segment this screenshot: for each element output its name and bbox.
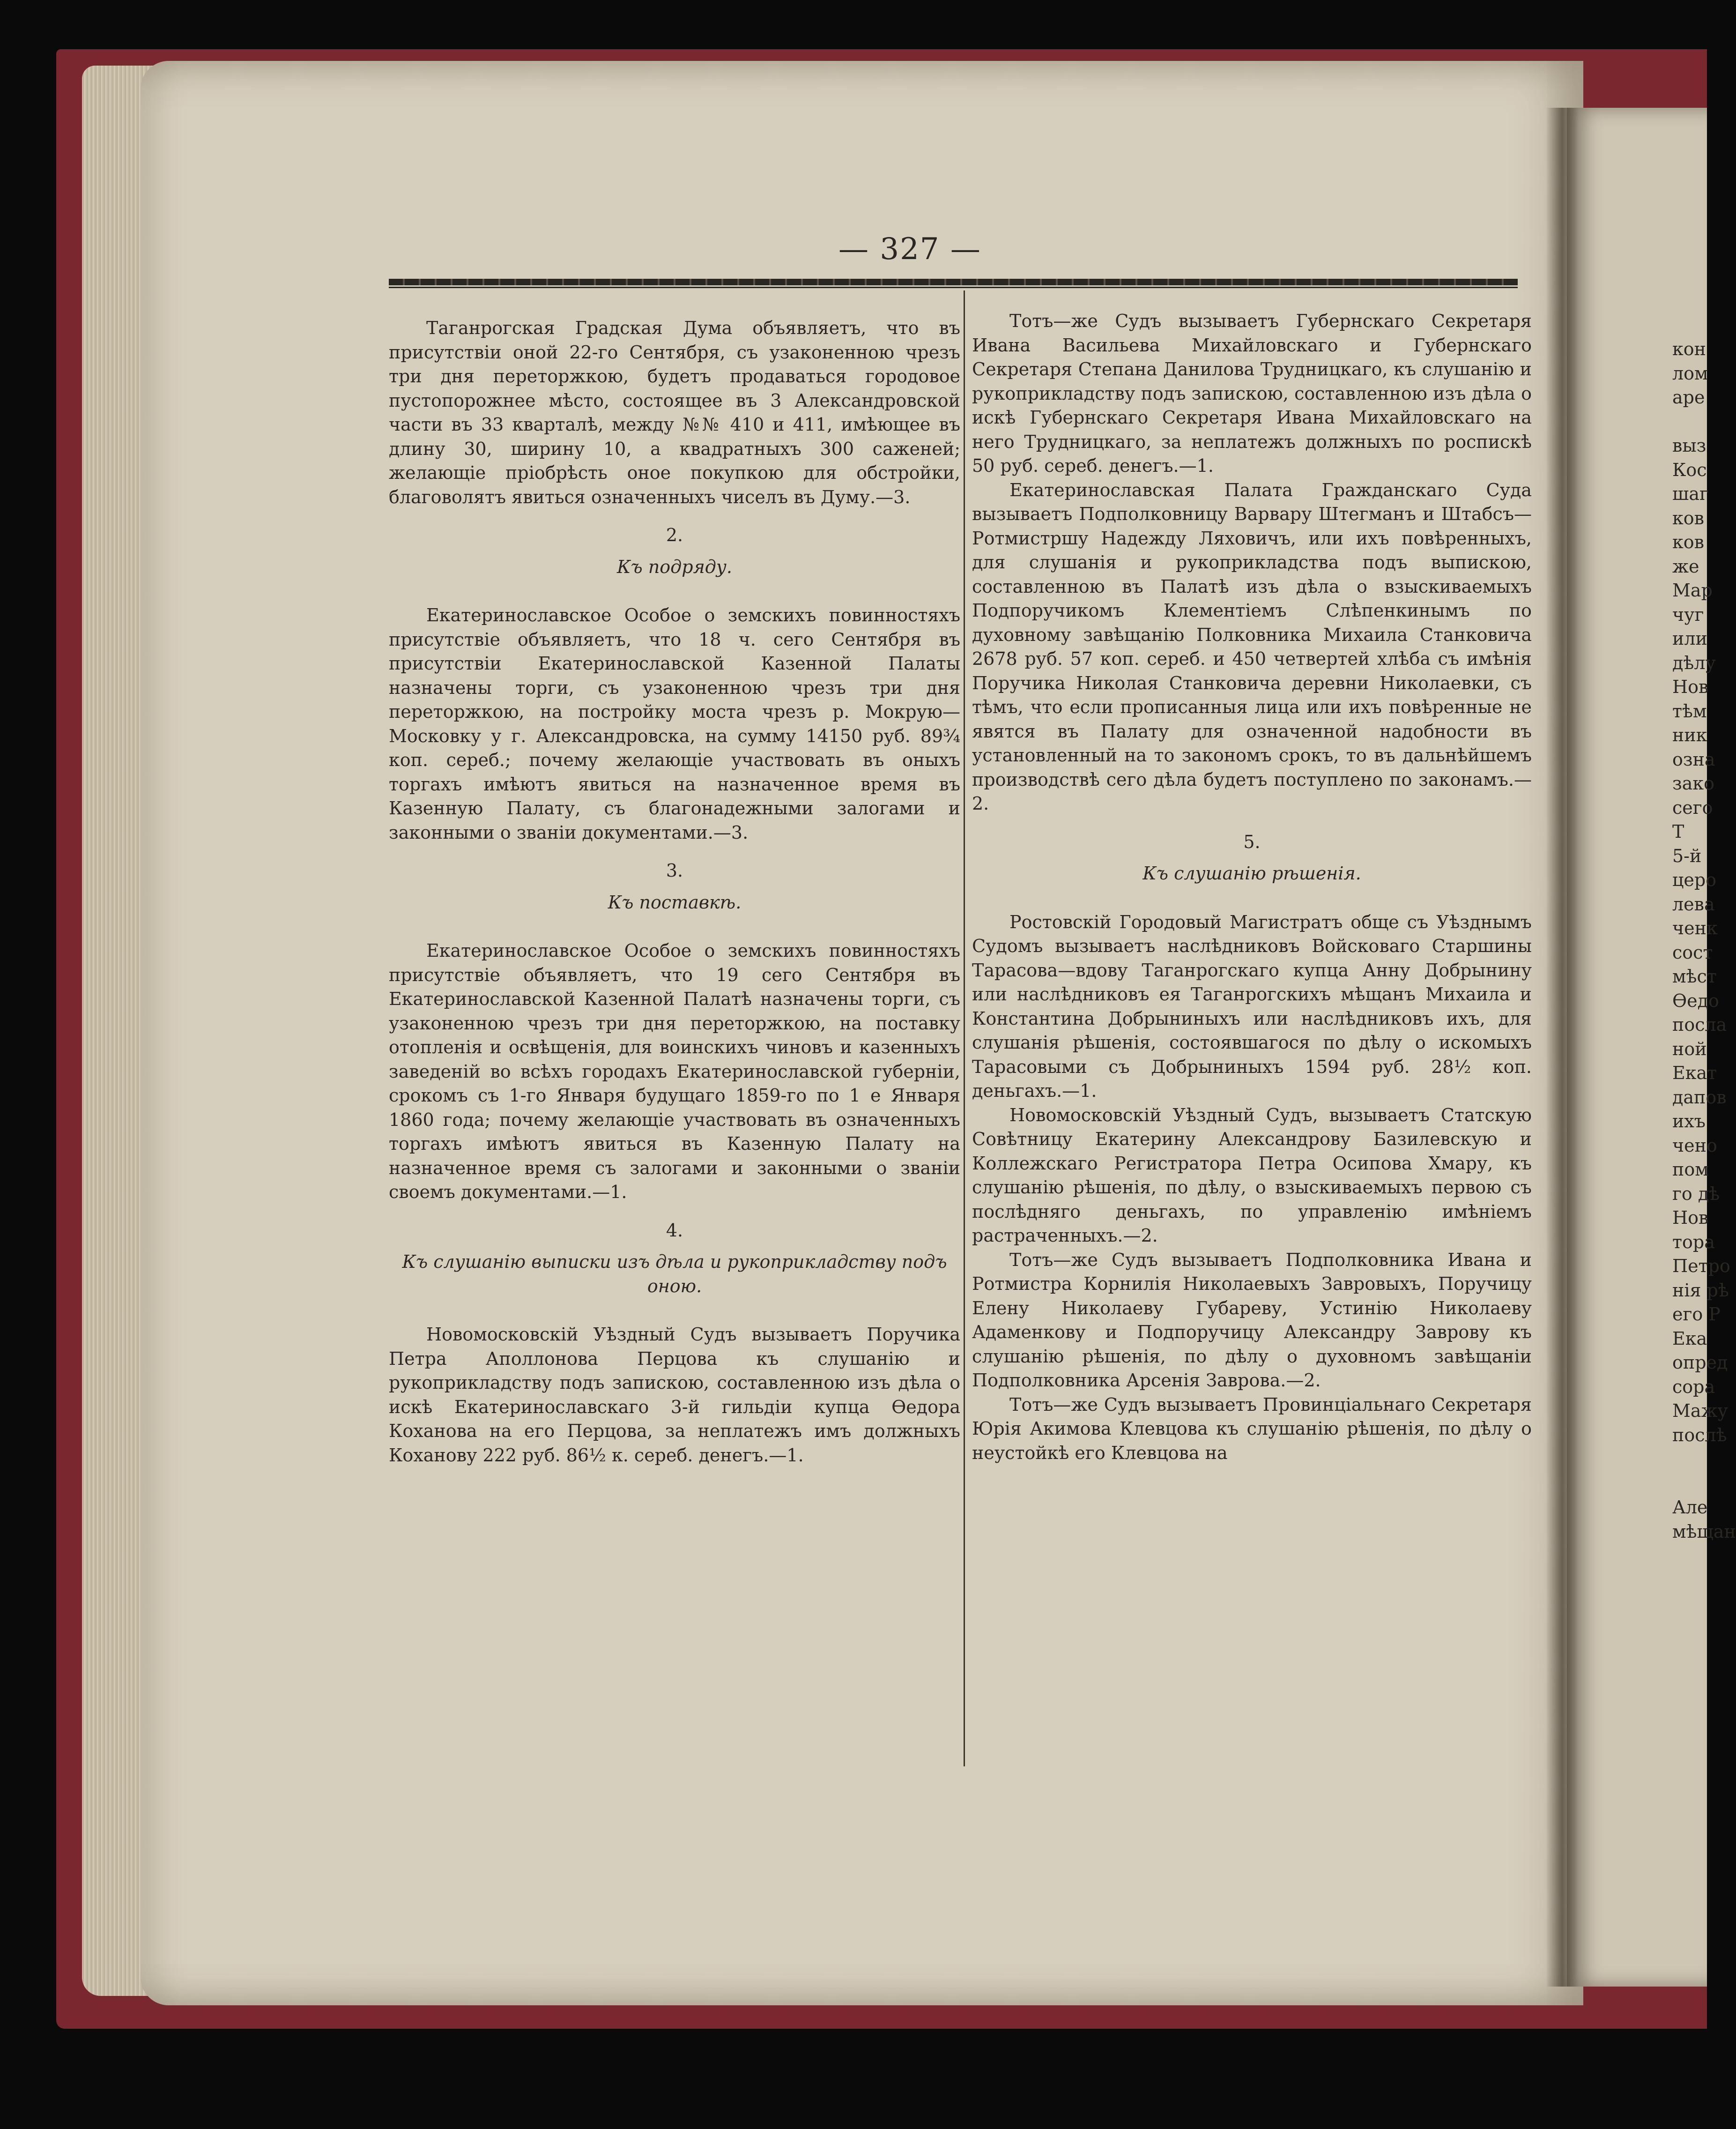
next-page-fragment: зако (1672, 773, 1715, 794)
announcement-rostov-magistrate: Ростовскій Городовый Магистратъ обще съ Уѣзднымъ Судомъ вызываетъ наслѣдниковъ Войсковаго Старшины Тарасова—вдову Таганрогскаго купца Анну Добрынину или наслѣдниковъ ея Таганрогскихъ мѣщанъ Михаила и Константина Добрыниныхъ или наслѣдниковъ ихъ, для слушанія рѣшенія, состоявшагося по дѣлу о искомыхъ Тарасовыми съ Добрыниныхъ 1594 руб. 28½ коп. деньгахъ.—1. (972, 911, 1532, 1101)
page-fold (1546, 108, 1579, 1987)
announcement-heating-supply: Екатеринославское Особое о земскихъ повинностяхъ присутствіе объявляетъ, что 19 сего Сентября въ Екатеринославской Казенной Палатѣ назначены торги, съ узаконенною чрезъ три дня переторжкою, на поставку отопленія и освѣщенія, для воинскихъ чиновъ и казенныхъ заведеній во всѣхъ городахъ Екатеринославской губерніи, срокомъ съ 1-го Января будущаго 1859-го по 1 е Января 1860 года; почему желающіе участвовать въ означенныхъ торгахъ имѣютъ явиться въ Казенную Палату на назначенное время съ залогами и законными о званіи своемъ документами.—1. (389, 940, 960, 1202)
next-page-fragment: сост (1672, 942, 1713, 963)
next-page-fragment: сора (1672, 1376, 1715, 1397)
next-page-fragment: лом (1672, 363, 1708, 384)
next-page-fragment (1672, 1472, 1736, 1496)
next-page-fragment: Але (1672, 1497, 1708, 1518)
header-rule (389, 279, 1518, 285)
next-page-fragment: мѣст (1672, 966, 1717, 987)
next-page-fragment: Ѳедо (1672, 990, 1719, 1011)
next-page-fragment: Екат (1672, 1063, 1717, 1083)
section-title: Къ поставкѣ. (608, 892, 742, 913)
next-page-fragment: Мар (1672, 580, 1713, 601)
next-page-fragment (1672, 410, 1736, 434)
next-page-fragment: чено (1672, 1135, 1717, 1156)
next-page-fragment: Мажу (1672, 1400, 1728, 1421)
next-page-fragment: ченк (1672, 918, 1718, 938)
section-title: Къ слушанію рѣшенія. (1142, 863, 1361, 884)
next-page-fragment: Т (1672, 821, 1684, 842)
next-page-fragment: ной (1672, 1038, 1707, 1059)
next-page-fragment: аре (1672, 387, 1705, 408)
next-page-fragment: посла (1672, 1014, 1727, 1035)
next-page-fragment: пом (1672, 1159, 1709, 1180)
next-page-fragment: го дѣ (1672, 1183, 1720, 1204)
next-page-fragment: Нов (1672, 677, 1709, 697)
next-page-fragment: лева (1672, 893, 1715, 915)
next-page-fragment: Нов (1672, 1207, 1709, 1228)
section-number: 5. (1243, 831, 1261, 852)
next-page-fragment: церо (1672, 870, 1717, 890)
next-page-fragment: Ека (1672, 1328, 1707, 1349)
next-page-fragment: дапов (1672, 1087, 1727, 1108)
next-page-fragment: же (1672, 556, 1699, 577)
next-page-fragment: Петро (1672, 1256, 1730, 1276)
announcement-civil-court: Екатеринославская Палата Гражданскаго Суда вызываетъ Подполковницу Варвару Штегманъ и Штабсъ—Ротмистршу Надежду Ляховичъ, или ихъ повѣренныхъ, для слушанія и рукоприкладства подъ выпискою, составленною въ Палатѣ изъ дѣла о взыскиваемыхъ Подпоручикомъ Клементіемъ Слѣпенкинымъ по духовному завѣщанію Полковника Михаила Станковича 2678 руб. 57 коп. сереб. и 450 четвертей хлѣба съ имѣнія Поручика Николая Станковича деревни Николаевки, съ тѣмъ, что если прописанныя лица или ихъ повѣренные не явятся въ Палату для означенной надобности въ установленный на то закономъ срокъ, то въ дальнѣйшемъ производствѣ сего дѣла будетъ поступлено по законамъ.—2. (972, 479, 1532, 814)
next-page-fragment: шаг (1672, 484, 1709, 504)
next-page-fragment: ков (1672, 532, 1705, 552)
announcement-zavrov: Тотъ—же Судъ вызываетъ Подполковника Ивана и Ротмистра Корнилія Николаевыхъ Завровыхъ, Поручицу Елену Николаеву Губареву, Устинію Николаеву Адаменкову и Подпоручицу Александру Заврову къ слушанію рѣшенія, по дѣлу о духовномъ завѣщаніи Подполковника Арсенія Заврова.—2. (972, 1249, 1532, 1391)
section-title: Къ подряду. (617, 556, 732, 577)
next-page-fragment: послѣ (1672, 1424, 1727, 1445)
next-page-fragment: мѣщан (1672, 1521, 1736, 1542)
left-column (389, 316, 960, 1467)
column-divider (964, 290, 965, 1766)
next-page-fragment: ник (1672, 725, 1707, 745)
section-number: 3. (666, 860, 683, 881)
next-page-fragment: тора (1672, 1231, 1715, 1252)
announcement-pertsov-summons: Новомосковскій Уѣздный Судъ вызываетъ Поручика Петра Аполлонова Перцова къ слушанію и рукоприкладству подъ запискою, составленною изъ дѣла о искѣ Екатеринославскаго 3-й гильдіи купца Ѳедора Коханова на его Перцова, за неплатежъ имъ должныхъ Коханову 222 руб. 86½ к. сереб. денегъ.—1. (389, 1324, 960, 1466)
section-number: 4. (666, 1220, 683, 1241)
next-page-fragment: выз (1672, 435, 1706, 456)
page-number: — 327 — (838, 232, 981, 267)
announcement-trudnitsky-summons: Тотъ—же Судъ вызываетъ Губернскаго Секретаря Ивана Васильева Михайловскаго и Губернскаго Секретаря Степана Данилова Трудницкаго, къ слушанію и рукоприкладству подъ запискою, составленною изъ дѣла о искѣ Губернскаго Секретаря Ивана Михайловскаго на него Трудницкаго, за неплатежъ должныхъ по роспискѣ 50 руб. сереб. денегъ.—1. (972, 311, 1532, 476)
next-page-fragment: нія рѣ (1672, 1280, 1729, 1301)
next-page-fragment (1672, 1447, 1736, 1472)
announcement-taganrog-duma: Таганрогская Градская Дума объявляетъ, что въ присутствіи оной 22-го Сентября, съ узаконенною чрезъ три дня переторжкою, будетъ продаваться городовое пустопорожнее мѣсто, состоящее въ 3 Александровской части въ 33 кварталѣ, между №№ 410 и 411, имѣющее въ длину 30, ширину 10, а квадратныхъ 300 саженей; желающіе пріобрѣсть оное покупкою для обстройки, благоволятъ явиться означенныхъ чиселъ въ Думу.—3. (389, 318, 960, 507)
next-page-fragment: кон (1672, 339, 1706, 359)
next-page-fragment: его Р (1672, 1304, 1721, 1325)
announcement-bazilevskaya: Новомосковскій Уѣздный Судъ, вызываетъ Статскую Совѣтницу Екатерину Александрову Базилевскую и Коллежскаго Регистратора Петра Осипова Хмару, къ слушанію рѣшенія, по дѣлу, о взыскиваемыхъ первою съ послѣдняго деньгахъ, по управленію имѣніемъ растраченныхъ.—2. (972, 1104, 1532, 1246)
next-page-fragment: или (1672, 628, 1707, 649)
announcement-bridge-contract: Екатеринославское Особое о земскихъ повинностяхъ присутствіе объявляетъ, что 18 ч. сего Сентября въ присутствіи Екатеринославской Казенной Палаты назначены торги, съ узаконенною чрезъ три дня переторжкою, на постройку моста чрезъ р. Мокрую—Московку у г. Александровска, на сумму 14150 руб. 89¾ коп. сереб.; почему желающіе участвовать въ оныхъ торгахъ имѣютъ явиться на назначенное время въ Казенную Палату, съ благонадежными залогами и законными о званіи документами.—3. (389, 605, 960, 843)
next-page-fragment: Кос (1672, 459, 1707, 480)
header-rule-thin (389, 287, 1518, 288)
announcement-klevtsov: Тотъ—же Судъ вызываетъ Провинціальнаго Секретаря Юрія Акимова Клевцова къ слушанію рѣшенія, по дѣлу о неустойкѣ его Клевцова на (972, 1394, 1532, 1463)
next-page-fragment: ихъ (1672, 1111, 1706, 1131)
next-page-fragment: тѣм (1672, 700, 1707, 722)
right-column (972, 309, 1532, 1465)
next-page-fragment: опред (1672, 1352, 1728, 1373)
next-page-fragment: чуг (1672, 604, 1704, 625)
next-page-fragment: озна (1672, 749, 1715, 770)
next-page-text (1672, 337, 1736, 1544)
next-page-fragment: ков (1672, 507, 1705, 529)
next-page-fragment: сего (1672, 797, 1713, 818)
section-number: 2. (666, 525, 683, 545)
next-page-fragment: 5-й (1672, 845, 1702, 866)
section-title: Къ слушанію выписки изъ дѣла и рукоприкладству подъ оною. (402, 1251, 947, 1296)
next-page-fragment: дѣлу (1672, 652, 1716, 673)
